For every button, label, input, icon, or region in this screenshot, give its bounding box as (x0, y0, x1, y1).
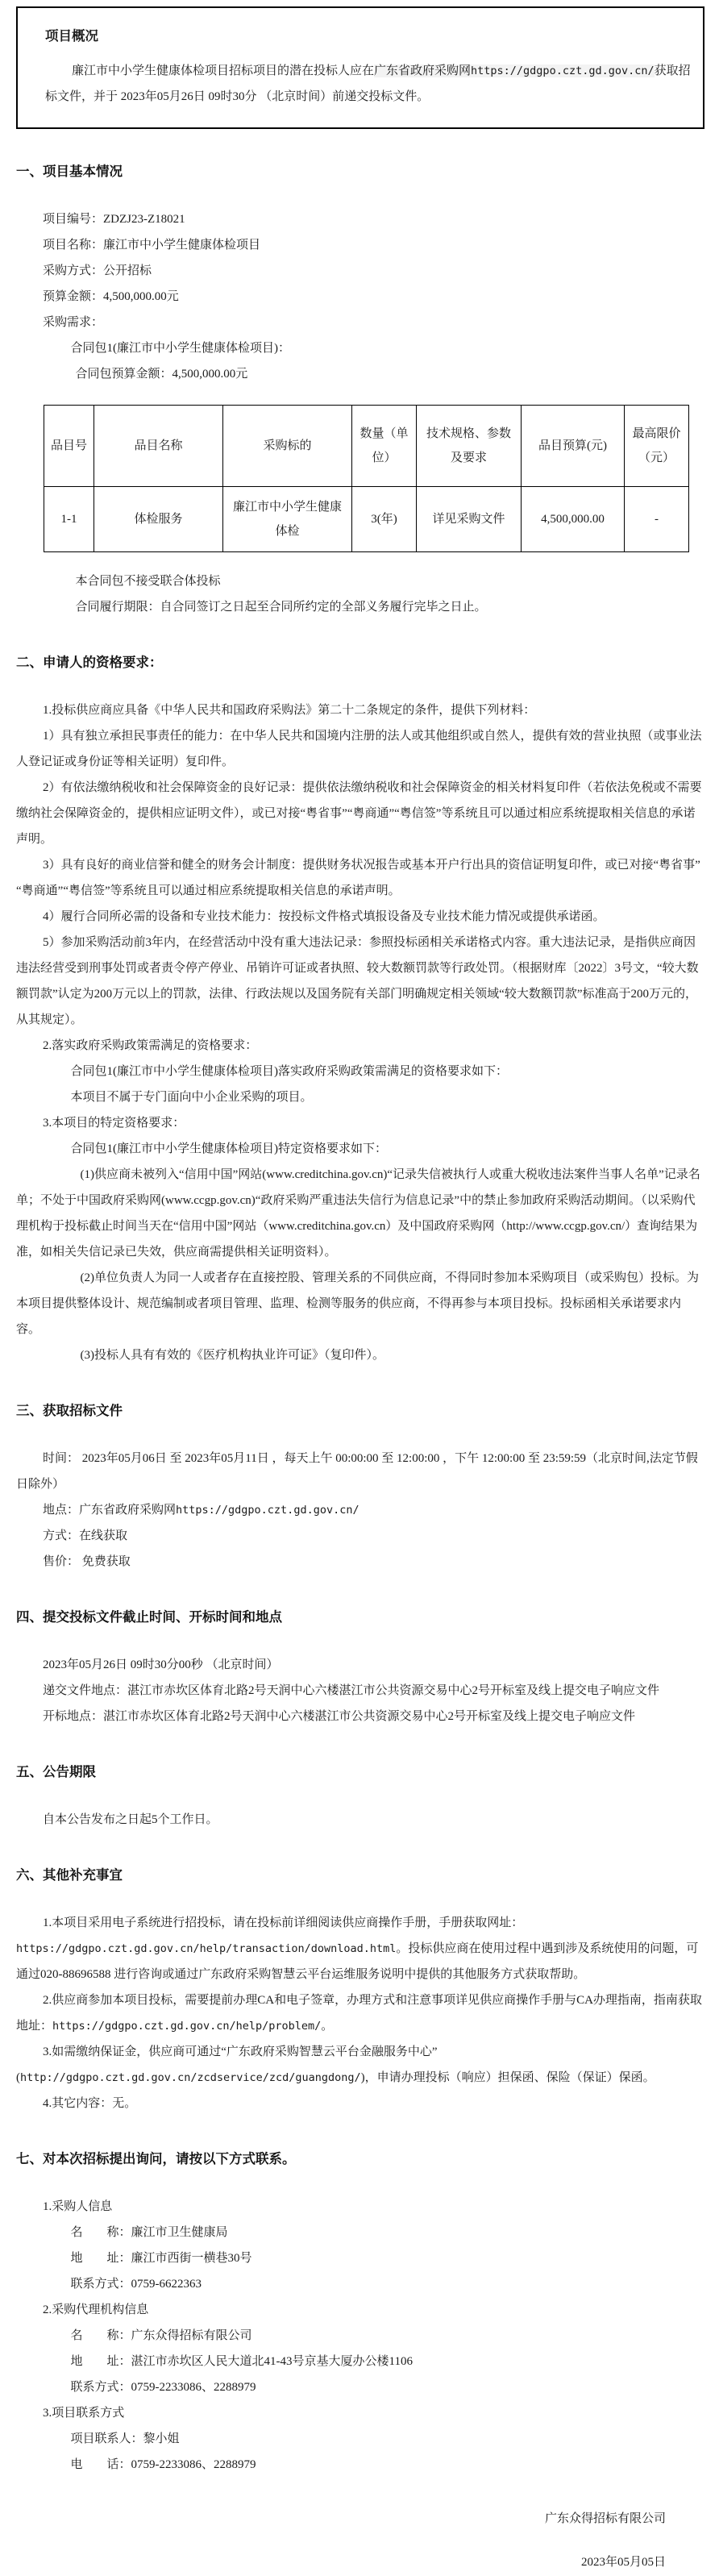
procurement-items-table (44, 405, 689, 552)
overview-text-before: 廉江市中小学生健康体检项目招标项目的潜在投标人应在 (72, 65, 375, 77)
supplementary-item-3 (16, 2039, 704, 2091)
specific-requirement-1: (1)供应商未被列入“信用中国”网站(www.creditchina.gov.cn)“记录失信被执行人或重大税收违法案件当事人名单”记录名单；不处于中国政府采购网(www.ccgp.gov.cn)“政府采购严重违法失信行为信息记录”中的禁止参加政府采购活动期间。（以采购代理机构于投标截止时间当天在“信用中国”网站（www.creditchina.gov.cn）及中国政府采购网（http://www.ccgp.gov.cn/）查询结果为准，如相关失信记录已失效，供应商需提供相关证明资料）。 (16, 1168, 700, 1259)
cell-price-cap: - (625, 487, 689, 552)
table-row (44, 487, 689, 552)
deadline-line: 2023年05月26日 09时30分00秒 （北京时间） (43, 1658, 279, 1671)
procurement-site-url: https://gdgpo.czt.gd.gov.cn/ (471, 65, 655, 77)
purchaser-contact-line: 联系方式：0759-6622363 (70, 2278, 202, 2291)
ca-guide-url: https://gdgpo.czt.gd.gov.cn/help/problem/ (52, 2020, 322, 2033)
project-overview-box (16, 6, 704, 129)
section6-heading: 六、其他补充事宜 (16, 1867, 123, 1883)
specific-requirement-3: (3)投标人具有有效的《医疗机构执业许可证》（复印件）。 (80, 1349, 384, 1362)
signature-agency: 广东众得招标有限公司 (544, 2512, 666, 2525)
qualification-para-6: 5）参加采购活动前3年内，在经营活动中没有重大违法记录：参照投标函相关承诺格式内容。重大违法记录，是指供应商因违法经营受到刑事处罚或者责令停产停业、吊销许可证或者执照、较大数额罚款等行政处罚。（根据财库〔2022〕3号文，“较大数额罚款”认定为200万元以上的罚款，法律、行政法规以及国务院有关部门明确规定相关领域“较大数额罚款”标准高于200万元的，从其规定）。 (16, 936, 699, 1026)
supplementary-3-text: 3.如需缴纳保证金，供应商可通过“广东政府采购智慧云平台金融服务中心”( (16, 2045, 438, 2084)
section7-heading: 七、对本次招标提出询问，请按以下方式联系。 (16, 2151, 296, 2166)
qualification-para-2: 1）具有独立承担民事责任的能力：在中华人民共和国境内注册的法人或其他组织或自然人，提供有效的营业执照（或事业法人登记证或身份证等相关证明）复印件。 (16, 730, 702, 768)
supplementary-2-text-after: 。 (321, 2020, 334, 2033)
contract-package-budget-line: 合同包预算金额：4,500,000.00元 (75, 368, 248, 381)
purchaser-info-title: 1.采购人信息 (43, 2200, 113, 2213)
specific-requirement-package: 合同包1(廉江市中小学生健康体检项目)特定资格要求如下： (70, 1142, 387, 1155)
signature-block (16, 2505, 704, 2576)
project-number-line: 项目编号：ZDZJ23-Z18021 (43, 213, 185, 226)
cell-quantity: 3(年) (352, 487, 417, 552)
section3-heading: 三、获取招标文件 (16, 1403, 123, 1418)
table-header-row (44, 406, 689, 487)
overview-title: 项目概况 (45, 28, 98, 44)
col-header-price-cap: 最高限价（元） (625, 406, 689, 487)
col-header-item-no: 品目号 (44, 406, 94, 487)
obtain-place-url: https://gdgpo.czt.gd.gov.cn/ (176, 1504, 360, 1517)
section-qualification (16, 649, 704, 1368)
no-consortium-note: 本合同包不接受联合体投标 (75, 575, 221, 588)
section-contacts (16, 2145, 704, 2478)
agency-name-line: 名 称：广东众得招标有限公司 (70, 2329, 252, 2342)
col-header-subject: 采购标的 (223, 406, 352, 487)
budget-amount-line: 预算金额：4,500,000.00元 (43, 290, 179, 303)
section4-heading: 四、提交投标文件截止时间、开标时间和地点 (16, 1609, 282, 1625)
supplementary-item-4: 4.其它内容：无。 (43, 2097, 137, 2110)
signature-date: 2023年05月05日 (580, 2556, 666, 2569)
announcement-period-line: 自本公告发布之日起5个工作日。 (43, 1813, 218, 1826)
policy-requirement-package: 合同包1(廉江市中小学生健康体检项目)落实政府采购政策需满足的资格要求如下： (70, 1065, 508, 1078)
section1-heading: 一、项目基本情况 (16, 164, 123, 179)
procurement-method-line: 采购方式：公开招标 (43, 264, 152, 277)
col-header-item-name: 品目名称 (94, 406, 223, 487)
qualification-para-3: 2）有依法缴纳税收和社会保障资金的良好记录：提供依法缴纳税收和社会保障资金的相关材料复印件（若依法免税或不需要缴纳社会保障资金的，提供相应证明文件），或已对接“粤省事”“粤商通”“粤信签”等系统且可以通过相应系统提取相关信息的承诺声明。 (16, 781, 702, 846)
supplementary-item-1 (16, 1910, 704, 1987)
opening-place-line: 开标地点：湛江市赤坎区体育北路2号天润中心六楼湛江市公共资源交易中心2号开标室及线上提交电子响应文件 (43, 1710, 636, 1723)
finance-service-url: http://gdgpo.czt.gd.gov.cn/zcdservice/zcd/guangdong/ (20, 2071, 361, 2084)
agency-info-title: 2.采购代理机构信息 (43, 2303, 149, 2316)
qualification-para-4: 3）具有良好的商业信誉和健全的财务会计制度：提供财务状况报告或基本开户行出具的资信证明复印件，或已对接“粤省事”“粤商通”“粤信签”等系统且可以通过相应系统提取相关信息的承诺声明。 (16, 859, 700, 897)
supplementary-item-2 (16, 1987, 704, 2039)
supplementary-2-text: 2.供应商参加本项目投标，需要提前办理CA和电子签章，办理方式和注意事项详见供应商操作手册与CA办理指南，指南获取地址： (16, 1994, 702, 2033)
col-header-specs: 技术规格、参数及要求 (417, 406, 522, 487)
section-supplementary (16, 1862, 704, 2116)
purchaser-name-line: 名 称：廉江市卫生健康局 (70, 2226, 228, 2239)
cell-budget: 4,500,000.00 (522, 487, 625, 552)
spacer (16, 560, 704, 568)
project-contact-phone-line: 电 话：0759-2233086、2288979 (70, 2458, 256, 2471)
cell-subject: 廉江市中小学生健康体检 (223, 487, 352, 552)
specific-requirement-title: 3.本项目的特定资格要求： (43, 1117, 185, 1130)
supplementary-1-text: 1.本项目采用电子系统进行招投标，请在投标前详细阅读供应商操作手册，手册获取网址： (43, 1916, 524, 1929)
section2-heading: 二、申请人的资格要求： (16, 655, 163, 670)
agency-address-line: 地 址：湛江市赤坎区人民大道北41-43号京基大厦办公楼1106 (70, 2355, 413, 2368)
cell-item-no: 1-1 (44, 487, 94, 552)
policy-requirement-note: 本项目不属于专门面向中小企业采购的项目。 (70, 1091, 313, 1104)
agency-contact-line: 联系方式：0759-2233086、2288979 (70, 2381, 256, 2394)
obtain-place-line (16, 1497, 704, 1523)
manual-download-url: https://gdgpo.czt.gd.gov.cn/help/transaction/download.html (16, 1942, 397, 1955)
col-header-budget: 品目预算(元) (522, 406, 625, 487)
qualification-para-5: 4）履行合同所必需的设备和专业技术能力：按投标文件格式填报设备及专业技术能力情况或提供承诺函。 (43, 910, 605, 923)
specific-requirement-2: (2)单位负责人为同一人或者存在直接控股、管理关系的不同供应商，不得同时参加本采购项目（或采购包）投标。为本项目提供整体设计、规范编制或者项目管理、监理、检测等服务的供应商，不得再参与本项目投标。投标函相关承诺要求内容。 (16, 1271, 699, 1336)
policy-requirement-title: 2.落实政府采购政策需满足的资格要求： (43, 1039, 258, 1052)
obtain-time-line: 时间： 2023年05月06日 至 2023年05月11日 ，每天上午 00:00:00 至 12:00:00 ，下午 12:00:00 至 23:59:59（北京时间,法定节假日除外） (16, 1452, 698, 1491)
section5-heading: 五、公告期限 (16, 1764, 96, 1779)
section-deadline-opening (16, 1604, 704, 1729)
obtain-place-label: 地点：广东省政府采购网 (43, 1504, 177, 1517)
procurement-demand-line: 采购需求： (43, 316, 104, 329)
overview-text-after: 获取招标文件，并于 2023年05月26日 09时30分 （北京时间）前递交投标文件。 (45, 65, 691, 103)
purchaser-address-line: 地 址：廉江市西街一横巷30号 (70, 2252, 252, 2265)
col-header-quantity: 数量（单位） (352, 406, 417, 487)
project-name-line: 项目名称：廉江市中小学生健康体检项目 (43, 239, 261, 252)
section-announcement-period (16, 1758, 704, 1833)
supplementary-1-text-after: 。投标供应商在使用过程中遇到涉及系统使用的问题，可通过020-88696588 进行咨询或通过广东政府采购智慧云平台运维服务说明中提供的其他服务方式获取帮助。 (16, 1942, 699, 1981)
project-contact-person-line: 项目联系人：黎小姐 (70, 2432, 180, 2445)
obtain-method-line: 方式：在线获取 (43, 1529, 128, 1542)
overview-paragraph (45, 58, 692, 110)
procurement-site-highlight (374, 65, 655, 77)
contract-package-line: 合同包1(廉江市中小学生健康体检项目)： (70, 342, 290, 355)
qualification-para-1: 1.投标供应商应具备《中华人民共和国政府采购法》第二十二条规定的条件，提供下列材料： (43, 704, 536, 717)
cell-item-name: 体检服务 (94, 487, 223, 552)
section-basic-info (16, 158, 704, 620)
cell-specs: 详见采购文件 (417, 487, 522, 552)
obtain-price-line: 售价： 免费获取 (43, 1555, 131, 1568)
contract-term-note: 合同履行期限：自合同签订之日起至合同所约定的全部义务履行完毕之日止。 (75, 601, 487, 614)
submit-place-line: 递交文件地点：湛江市赤坎区体育北路2号天润中心六楼湛江市公共资源交易中心2号开标室及线上提交电子响应文件 (43, 1684, 660, 1697)
procurement-site-name: 广东省政府采购网 (374, 65, 472, 77)
project-contact-title: 3.项目联系方式 (43, 2407, 125, 2420)
section-obtain-documents (16, 1397, 704, 1575)
supplementary-3-text-after: )，申请办理投标（响应）担保函、保险（保证）保函。 (360, 2071, 655, 2084)
